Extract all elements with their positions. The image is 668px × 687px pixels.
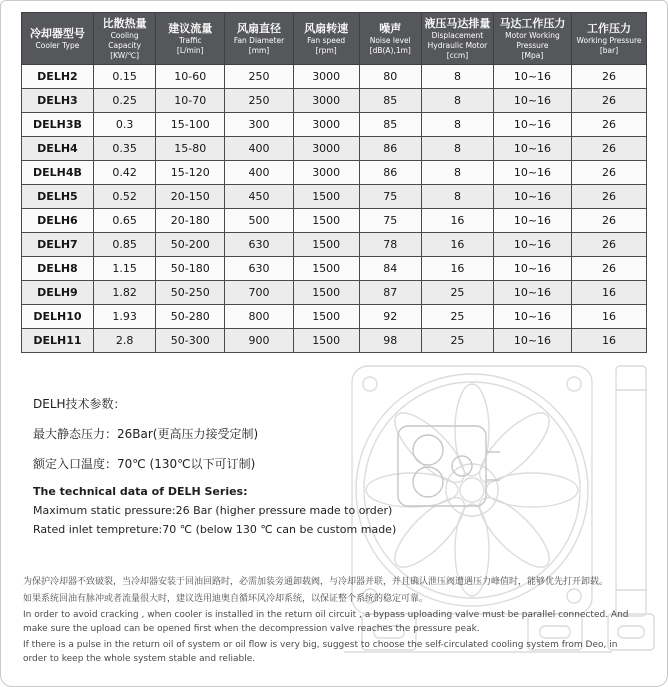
column-header-zh: 冷却器型号 bbox=[29, 26, 85, 40]
value-cell: 1500 bbox=[293, 305, 359, 329]
footer-en-line2: If there is a pulse in the return oil of system or oil flow is very big, suggest to choose the self-circulated cooling system from Deo, in order to keep the whole system stable and reliable. bbox=[23, 640, 618, 664]
value-cell: 3000 bbox=[293, 65, 359, 89]
column-header-zh: 建议流量 bbox=[168, 21, 213, 35]
column-header-zh: 马达工作压力 bbox=[499, 17, 566, 30]
value-cell: 10~16 bbox=[493, 137, 571, 161]
column-header bbox=[422, 13, 494, 65]
value-cell: 8 bbox=[422, 185, 494, 209]
column-header bbox=[572, 13, 647, 65]
table-row bbox=[22, 89, 647, 113]
table-row bbox=[22, 209, 647, 233]
value-cell: 16 bbox=[572, 305, 647, 329]
value-cell: 1500 bbox=[293, 329, 359, 353]
value-cell: 16 bbox=[422, 257, 494, 281]
value-cell: 16 bbox=[422, 209, 494, 233]
table-row bbox=[22, 305, 647, 329]
model-cell: DELH3 bbox=[22, 89, 94, 113]
value-cell: 8 bbox=[422, 89, 494, 113]
table-row bbox=[22, 257, 647, 281]
column-header-unit: [ccm] bbox=[446, 50, 469, 60]
value-cell: 300 bbox=[225, 113, 294, 137]
column-header-unit: [Mpa] bbox=[521, 50, 544, 60]
column-header-zh: 风扇直径 bbox=[237, 21, 281, 35]
value-cell: 10-70 bbox=[156, 89, 225, 113]
value-cell: 1500 bbox=[293, 185, 359, 209]
value-cell: 50-180 bbox=[156, 257, 225, 281]
value-cell: 3000 bbox=[293, 89, 359, 113]
value-cell: 8 bbox=[422, 137, 494, 161]
column-header bbox=[359, 13, 422, 65]
value-cell: 0.65 bbox=[93, 209, 156, 233]
column-header bbox=[22, 13, 94, 65]
notes-cn-line2: 额定入口温度：70℃ (130℃以下可订制) bbox=[33, 457, 256, 472]
value-cell: 20-180 bbox=[156, 209, 225, 233]
value-cell: 25 bbox=[422, 329, 494, 353]
column-header-en: Working Pressure bbox=[576, 35, 642, 45]
table-row bbox=[22, 65, 647, 89]
column-header-en: Traffic bbox=[178, 35, 202, 45]
value-cell: 10~16 bbox=[493, 257, 571, 281]
value-cell: 98 bbox=[359, 329, 422, 353]
value-cell: 0.35 bbox=[93, 137, 156, 161]
value-cell: 10~16 bbox=[493, 209, 571, 233]
notes-en-line2: Rated inlet tempreture:70 ℃ (below 130 ℃ can be custom made) bbox=[33, 523, 397, 537]
value-cell: 450 bbox=[225, 185, 294, 209]
column-header bbox=[493, 13, 571, 65]
column-header-unit: [dB(A),1m] bbox=[369, 46, 411, 56]
value-cell: 50-300 bbox=[156, 329, 225, 353]
value-cell: 0.85 bbox=[93, 233, 156, 257]
value-cell: 900 bbox=[225, 329, 294, 353]
model-cell: DELH4B bbox=[22, 161, 94, 185]
value-cell: 26 bbox=[572, 161, 647, 185]
value-cell: 3000 bbox=[293, 113, 359, 137]
model-cell: DELH11 bbox=[22, 329, 94, 353]
value-cell: 8 bbox=[422, 113, 494, 137]
model-cell: DELH8 bbox=[22, 257, 94, 281]
table-header-row bbox=[22, 13, 647, 65]
value-cell: 10~16 bbox=[493, 65, 571, 89]
value-cell: 85 bbox=[359, 113, 422, 137]
value-cell: 800 bbox=[225, 305, 294, 329]
model-cell: DELH10 bbox=[22, 305, 94, 329]
model-cell: DELH7 bbox=[22, 233, 94, 257]
notes-en bbox=[33, 485, 647, 536]
notes-cn-title: DELH技术参数： bbox=[33, 397, 126, 412]
column-header-zh: 比散热量 bbox=[102, 17, 147, 30]
value-cell: 86 bbox=[359, 137, 422, 161]
value-cell: 16 bbox=[572, 281, 647, 305]
model-cell: DELH2 bbox=[22, 65, 94, 89]
column-header bbox=[293, 13, 359, 65]
value-cell: 15-120 bbox=[156, 161, 225, 185]
value-cell: 20-150 bbox=[156, 185, 225, 209]
value-cell: 26 bbox=[572, 89, 647, 113]
value-cell: 250 bbox=[225, 89, 294, 113]
model-cell: DELH6 bbox=[22, 209, 94, 233]
value-cell: 25 bbox=[422, 281, 494, 305]
value-cell: 10~16 bbox=[493, 161, 571, 185]
value-cell: 10~16 bbox=[493, 329, 571, 353]
column-header bbox=[225, 13, 294, 65]
table-row bbox=[22, 185, 647, 209]
column-header-en: Cooler Type bbox=[35, 41, 80, 51]
value-cell: 1.82 bbox=[93, 281, 156, 305]
value-cell: 26 bbox=[572, 233, 647, 257]
footer-en-line1: In order to avoid cracking , when cooler is installed in the return oil circuit , a bypass uploading valve must be parallel connected. And make sure the upload can be opened first when the decompression valve reaches the pressure peak. bbox=[23, 610, 629, 634]
value-cell: 10~16 bbox=[493, 233, 571, 257]
value-cell: 1.15 bbox=[93, 257, 156, 281]
value-cell: 78 bbox=[359, 233, 422, 257]
value-cell: 75 bbox=[359, 209, 422, 233]
column-header-zh: 噪声 bbox=[379, 21, 402, 35]
value-cell: 50-280 bbox=[156, 305, 225, 329]
value-cell: 26 bbox=[572, 113, 647, 137]
value-cell: 26 bbox=[572, 209, 647, 233]
value-cell: 10~16 bbox=[493, 281, 571, 305]
model-cell: DELH4 bbox=[22, 137, 94, 161]
notes-en-line1: Maximum static pressure:26 Bar (higher pressure made to order) bbox=[33, 504, 393, 518]
value-cell: 0.52 bbox=[93, 185, 156, 209]
table-row bbox=[22, 281, 647, 305]
value-cell: 80 bbox=[359, 65, 422, 89]
value-cell: 0.3 bbox=[93, 113, 156, 137]
value-cell: 15-80 bbox=[156, 137, 225, 161]
value-cell: 10~16 bbox=[493, 113, 571, 137]
value-cell: 84 bbox=[359, 257, 422, 281]
column-header-unit: [KW/℃] bbox=[110, 50, 140, 60]
value-cell: 10~16 bbox=[493, 89, 571, 113]
value-cell: 1.93 bbox=[93, 305, 156, 329]
value-cell: 15-100 bbox=[156, 113, 225, 137]
value-cell: 630 bbox=[225, 257, 294, 281]
model-cell: DELH3B bbox=[22, 113, 94, 137]
value-cell: 3000 bbox=[293, 161, 359, 185]
column-header-unit: [bar] bbox=[599, 46, 619, 56]
value-cell: 92 bbox=[359, 305, 422, 329]
column-header-zh: 液压马达排量 bbox=[424, 17, 491, 30]
notes-cn-line1: 最大静态压力：26Bar(更高压力接受定制) bbox=[33, 427, 259, 442]
value-cell: 2.8 bbox=[93, 329, 156, 353]
value-cell: 25 bbox=[422, 305, 494, 329]
footer-cn-line1: 为保护冷却器不致破裂，当冷却器安装于回油回路时，必需加装旁通卸载阀，与冷却器并联，并且确认泄压阀遭遇压力峰值时，能够优先打开卸载。 bbox=[23, 577, 609, 588]
value-cell: 50-250 bbox=[156, 281, 225, 305]
value-cell: 16 bbox=[572, 329, 647, 353]
value-cell: 3000 bbox=[293, 137, 359, 161]
value-cell: 1500 bbox=[293, 233, 359, 257]
model-cell: DELH5 bbox=[22, 185, 94, 209]
value-cell: 1500 bbox=[293, 281, 359, 305]
value-cell: 400 bbox=[225, 161, 294, 185]
column-header-unit: [rpm] bbox=[315, 46, 337, 56]
value-cell: 26 bbox=[572, 65, 647, 89]
value-cell: 26 bbox=[572, 137, 647, 161]
column-header-zh: 风扇转速 bbox=[304, 21, 349, 35]
value-cell: 1500 bbox=[293, 257, 359, 281]
column-header bbox=[156, 13, 225, 65]
value-cell: 10~16 bbox=[493, 185, 571, 209]
value-cell: 0.25 bbox=[93, 89, 156, 113]
value-cell: 87 bbox=[359, 281, 422, 305]
value-cell: 86 bbox=[359, 161, 422, 185]
value-cell: 50-200 bbox=[156, 233, 225, 257]
value-cell: 400 bbox=[225, 137, 294, 161]
column-header-unit: [mm] bbox=[248, 46, 270, 56]
footer-notes bbox=[23, 576, 635, 666]
table-row bbox=[22, 137, 647, 161]
value-cell: 75 bbox=[359, 185, 422, 209]
column-header-en: Fan speed bbox=[307, 35, 346, 45]
value-cell: 8 bbox=[422, 161, 494, 185]
value-cell: 26 bbox=[572, 185, 647, 209]
table-body bbox=[22, 65, 647, 353]
column-header-en: Fan Diameter bbox=[233, 35, 285, 45]
column-header bbox=[93, 13, 156, 65]
table-row bbox=[22, 233, 647, 257]
column-header-en: Noise level bbox=[369, 35, 411, 45]
column-header-unit: [L/min] bbox=[176, 46, 204, 56]
notes-cn bbox=[33, 395, 647, 472]
value-cell: 630 bbox=[225, 233, 294, 257]
value-cell: 0.42 bbox=[93, 161, 156, 185]
column-header-en: Motor Working Pressure bbox=[505, 31, 560, 50]
notes-en-title: The technical data of DELH Series: bbox=[33, 485, 248, 499]
table-row bbox=[22, 161, 647, 185]
value-cell: 10~16 bbox=[493, 305, 571, 329]
value-cell: 26 bbox=[572, 257, 647, 281]
value-cell: 0.15 bbox=[93, 65, 156, 89]
footer-cn-line2: 如果系统回油有脉冲或者流量很大时，建议选用迪奥自循环风冷却系统，以保证整个系统的稳定可靠。 bbox=[23, 593, 429, 604]
value-cell: 700 bbox=[225, 281, 294, 305]
value-cell: 500 bbox=[225, 209, 294, 233]
table-row bbox=[22, 329, 647, 353]
value-cell: 10-60 bbox=[156, 65, 225, 89]
model-cell: DELH9 bbox=[22, 281, 94, 305]
column-header-en: Cooling Capacity bbox=[108, 31, 142, 50]
value-cell: 16 bbox=[422, 233, 494, 257]
table-row bbox=[22, 113, 647, 137]
value-cell: 1500 bbox=[293, 209, 359, 233]
value-cell: 250 bbox=[225, 65, 294, 89]
spec-table bbox=[21, 12, 647, 353]
column-header-zh: 工作压力 bbox=[587, 21, 631, 35]
column-header-en: Displacement Hydraulic Motor bbox=[427, 31, 488, 50]
value-cell: 8 bbox=[422, 65, 494, 89]
value-cell: 85 bbox=[359, 89, 422, 113]
